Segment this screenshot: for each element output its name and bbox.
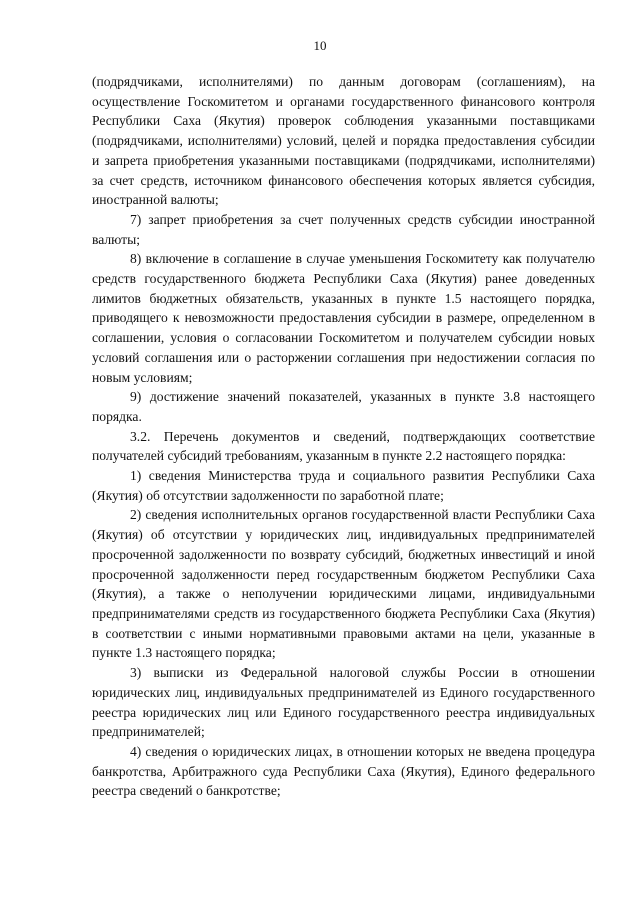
paragraph-item-9: 9) достижение значений показателей, указанных в пункте 3.8 настоящего порядка.: [92, 389, 595, 424]
paragraph-list-item-4: 4) сведения о юридических лицах, в отношении которых не введена процедура банкротства, Арбитражного суда Республики Саха (Якутия), Единого федерального реестра сведений о банкротстве;: [92, 743, 595, 799]
page-number: 10: [313, 38, 327, 53]
paragraph-section-3-2: 3.2. Перечень документов и сведений, подтверждающих соответствие получателей субсидий требованиям, указанным в пункте 2.2 настоящего порядка:: [92, 428, 595, 464]
paragraph-item-7: 7) запрет приобретения за счет полученных средств субсидии иностранной валюты;: [92, 211, 595, 247]
paragraph-list-item-2: 2) сведения исполнительных органов государственной власти Республики Саха (Якутия) об отсутствии у юридических лиц, индивидуальных предпринимателей просроченной задолженности по возврату субсидий, бюджетных инвестиций и иной просроченной задолженности перед государственным бюджетом Республики Саха (Якутия), а также о неполучении юридическими лицами, индивидуальными предпринимателями средств из государственного бюджета Республики Саха (Якутия) в соответствии с иными нормативными правовыми актами на цели, указанные в пункте 1.3 настоящего порядка;: [92, 507, 595, 661]
paragraph-continuation: (подрядчиками, исполнителями) по данным договорам (соглашениям), на осуществление Госкомитетом и органами государственного финансового контроля Республики Саха (Якутия) проверок соблюдения указанными поставщиками (подрядчиками, исполнителями) условий, целей и порядка предоставления субсидии и запрета приобретения указанными поставщиками (подрядчиками, исполнителями) за счет средств, источником финансового обеспечения которых является субсидия, иностранной валюты;: [92, 74, 595, 208]
paragraph-list-item-1: 1) сведения Министерства труда и социального развития Республики Саха (Якутия) об отсутствии задолженности по заработной плате;: [92, 468, 595, 503]
paragraph-item-8: 8) включение в соглашение в случае уменьшения Госкомитету как получателю средств государственного бюджета Республики Саха (Якутия) ранее доведенных лимитов бюджетных обязательств, указанных в пункте 1.5 настоящего порядка, приводящего к невозможности предоставления субсидии в размере, определенном в соглашении, условия о согласовании Госкомитетом и получателем субсидии новых условий соглашения или о расторжении соглашения при недостижении согласия по новым условиям;: [92, 251, 595, 385]
paragraph-list-item-3: 3) выписки из Федеральной налоговой службы России в отношении юридических лиц, индивидуальных предпринимателей из Единого государственного реестра юридических лиц или Единого государственного реестра индивидуальных предпринимателей;: [92, 665, 595, 740]
document-body: [92, 72, 595, 801]
